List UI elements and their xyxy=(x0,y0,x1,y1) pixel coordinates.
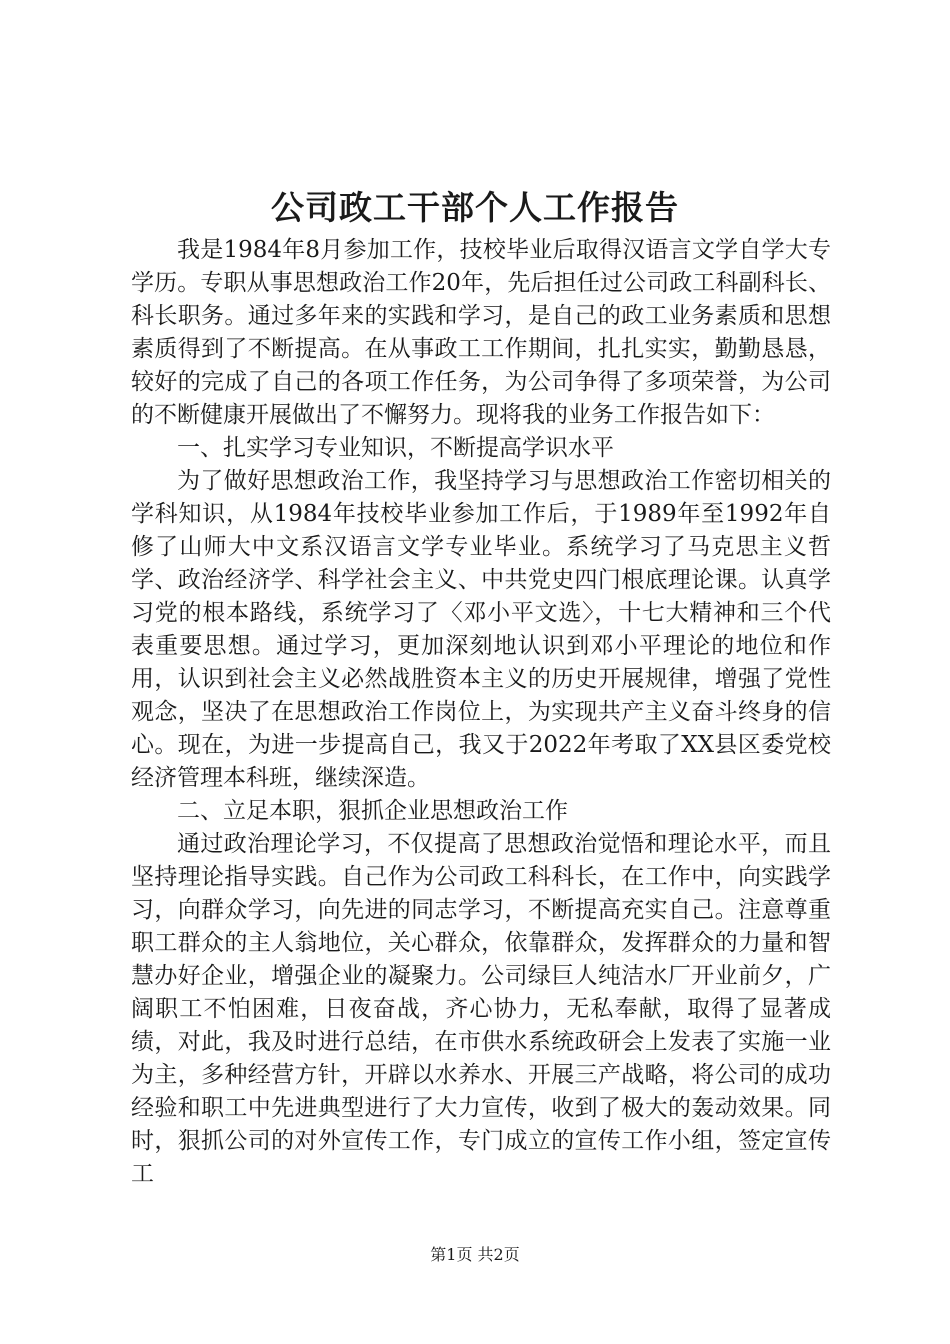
page-footer: 第1页 共2页 xyxy=(430,1245,520,1264)
paragraph-section-2: 通过政治理论学习，不仅提高了思想政治觉悟和理论水平，而且坚持理论指导实践。自己作为公司政工科科长，在工作中，向实践学习，向群众学习，向先进的同志学习，不断提高充实自己。注意尊重职工群众的主人翁地位，关心群众，依靠群众，发挥群众的力量和智慧办好企业，增强企业的凝聚力。公司绿巨人纯洁水厂开业前夕，广阔职工不怕困难，日夜奋战，齐心协力，无私奉献，取得了显著成绩，对此，我及时进行总结，在市供水系统政研会上发表了实施一业为主，多种经营方针，开辟以水养水、开展三产战略，将公司的成功经验和职工中先进典型进行了大力宣传，收到了极大的轰动效果。同时，狠抓公司的对外宣传工作，专门成立的宣传工作小组，签定宣传工 xyxy=(131,831,831,1187)
section-heading-2: 二、立足本职，狠抓企业思想政治工作 xyxy=(177,798,568,824)
document-body xyxy=(131,234,831,1191)
paragraph-intro: 我是1984年8月参加工作，技校毕业后取得汉语言文学自学大专学历。专职从事思想政治工作20年，先后担任过公司政工科副科长、科长职务。通过多年来的实践和学习，是自己的政工业务素质和思想素质得到了不断提高。在从事政工工作期间，扎扎实实，勤勤恳恳，较好的完成了自己的各项工作任务，为公司争得了多项荣誉，为公司的不断健康开展做出了不懈努力。现将我的业务工作报告如下： xyxy=(131,237,831,428)
paragraph-section-1: 为了做好思想政治工作，我坚持学习与思想政治工作密切相关的学科知识，从1984年技校毕业参加工作后，于1989年至1992年自修了山师大中文系汉语言文学专业毕业。系统学习了马克思主义哲学、政治经济学、科学社会主义、中共党史四门根底理论课。认真学习党的根本路线，系统学习了〈邓小平文选〉，十七大精神和三个代表重要思想。通过学习，更加深刻地认识到邓小平理论的地位和作用，认识到社会主义必然战胜资本主义的历史开展规律，增强了党性观念，坚决了在思想政治工作岗位上，为实现共产主义奋斗终身的信心。现在，为进一步提高自己，我又于2022年考取了XX县区委党校经济管理本科班，继续深造。 xyxy=(131,468,831,791)
document-title: 公司政工干部个人工作报告 xyxy=(271,188,679,227)
section-heading-1: 一、扎实学习专业知识，不断提高学识水平 xyxy=(177,435,614,461)
